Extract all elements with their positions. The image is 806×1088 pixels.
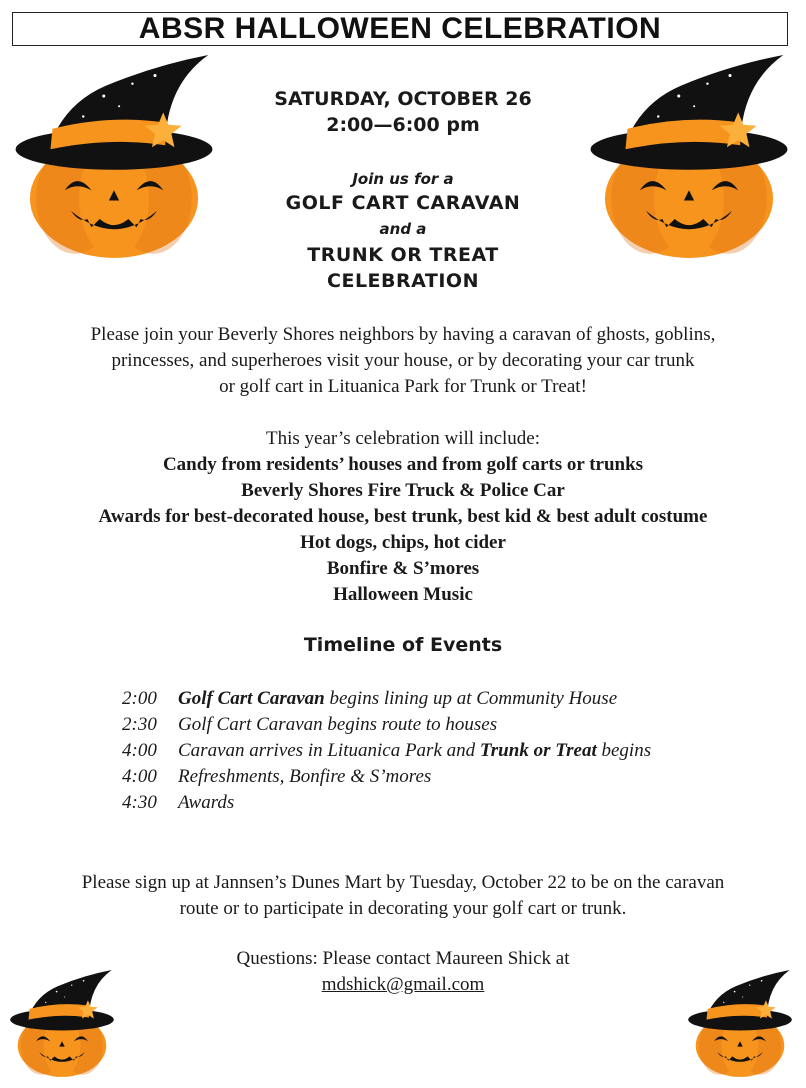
timeline-time: 4:00 xyxy=(122,766,157,787)
include-list xyxy=(0,452,806,608)
timeline-text: Golf Cart Caravan begins route to houses xyxy=(178,714,498,735)
event-time: 2:00—6:00 pm xyxy=(326,114,480,136)
contact-block xyxy=(0,946,806,998)
timeline-list xyxy=(122,686,651,816)
include-item: Bonfire & S’mores xyxy=(326,558,480,579)
golf-cart-heading: GOLF CART CARAVAN xyxy=(285,192,521,214)
timeline-time: 2:00 xyxy=(122,688,157,709)
include-item: Candy from residents’ houses and from golf carts or trunks xyxy=(162,454,644,475)
signup-line: route or to participate in decorating your golf cart or trunk. xyxy=(179,898,627,919)
intro-line: or golf cart in Lituanica Park for Trunk or Treat! xyxy=(219,376,587,397)
trunk-or-treat-heading xyxy=(0,242,806,294)
page-title: ABSR HALLOWEEN CELEBRATION xyxy=(138,12,662,45)
timeline-row xyxy=(122,738,651,764)
event-date-block xyxy=(0,86,806,138)
signup-paragraph xyxy=(0,870,806,922)
timeline-time: 4:30 xyxy=(122,792,157,813)
timeline-text: Golf Cart Caravan begins lining up at Community House xyxy=(178,688,618,709)
timeline-row xyxy=(122,790,651,816)
contact-text: Questions: Please contact Maureen Shick at xyxy=(236,948,570,969)
timeline-text: Refreshments, Bonfire & S’mores xyxy=(178,766,432,787)
timeline-row xyxy=(122,712,651,738)
signup-line: Please sign up at Jannsen’s Dunes Mart by Tuesday, October 22 to be on the caravan xyxy=(81,872,725,893)
intro-line: princesses, and superheroes visit your house, or by decorating your car trunk xyxy=(111,350,695,371)
contact-email-link[interactable]: mdshick@gmail.com xyxy=(321,974,485,995)
intro-paragraph xyxy=(0,322,806,400)
timeline-row xyxy=(122,764,651,790)
timeline-text: Awards xyxy=(178,792,235,813)
include-item: Beverly Shores Fire Truck & Police Car xyxy=(241,480,565,501)
include-heading: This year’s celebration will include: xyxy=(265,428,540,449)
and-a-text: and a xyxy=(379,220,427,238)
trunk-heading-line2: CELEBRATION xyxy=(327,270,479,292)
timeline-heading: Timeline of Events xyxy=(303,634,503,656)
timeline-text: Caravan arrives in Lituanica Park and Trunk or Treat begins xyxy=(178,740,652,761)
include-item: Hot dogs, chips, hot cider xyxy=(300,532,506,553)
intro-line: Please join your Beverly Shores neighbors by having a caravan of ghosts, goblins, xyxy=(90,324,716,345)
event-date: SATURDAY, OCTOBER 26 xyxy=(274,88,532,110)
join-text: Join us for a xyxy=(352,170,454,188)
include-item: Awards for best-decorated house, best trunk, best kid & best adult costume xyxy=(98,506,708,527)
include-item: Halloween Music xyxy=(333,584,473,605)
timeline-time: 2:30 xyxy=(122,714,157,735)
trunk-heading-line1: TRUNK OR TREAT xyxy=(307,244,499,266)
timeline-time: 4:00 xyxy=(122,740,157,761)
title-box xyxy=(12,12,788,46)
timeline-row xyxy=(122,686,651,712)
